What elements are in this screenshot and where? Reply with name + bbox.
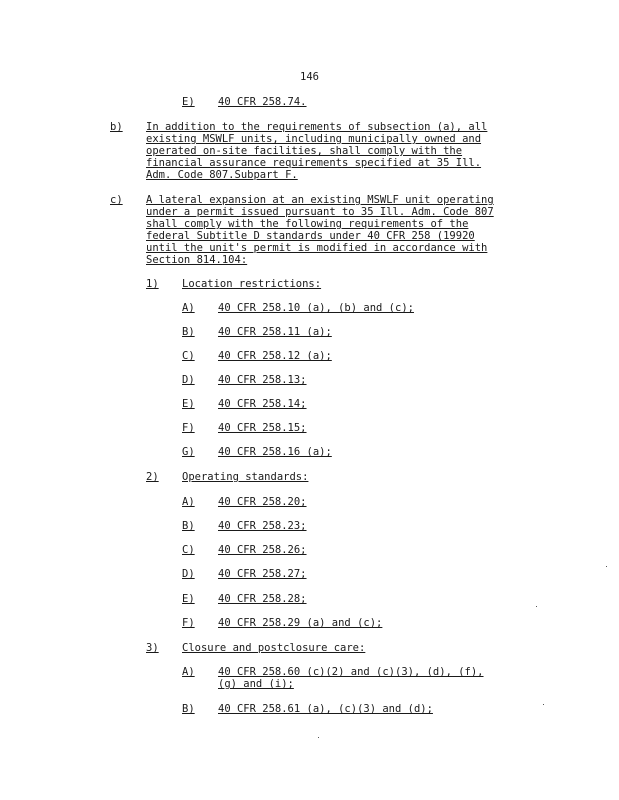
- item-label: B): [182, 326, 195, 338]
- item-text: 40 CFR 258.28;: [218, 593, 307, 605]
- item-text: 40 CFR 258.14;: [218, 398, 307, 410]
- item-text: 40 CFR 258.61 (a), (c)(3) and (d);: [218, 703, 433, 715]
- item-label: A): [182, 496, 195, 508]
- para-c-line: Section 814.104:: [146, 254, 248, 266]
- item-text: 40 CFR 258.15;: [218, 422, 307, 434]
- section-title: Operating standards:: [182, 471, 309, 483]
- item-label: B): [182, 703, 195, 715]
- item-text: 40 CFR 258.26;: [218, 544, 307, 556]
- para-b-line: operated on-site facilities, shall comply with the: [146, 145, 463, 157]
- scan-speck: [543, 704, 544, 705]
- scan-speck: [318, 737, 319, 738]
- item-text: 40 CFR 258.10 (a), (b) and (c);: [218, 302, 414, 314]
- item-text: 40 CFR 258.16 (a);: [218, 446, 332, 458]
- item-text: 40 CFR 258.11 (a);: [218, 326, 332, 338]
- item-text: 40 CFR 258.13;: [218, 374, 307, 386]
- section-title: Closure and postclosure care:: [182, 642, 366, 654]
- para-c-line: shall comply with the following requirements of the: [146, 218, 469, 230]
- item-label: A): [182, 302, 195, 314]
- para-b-line: financial assurance requirements specified at 35 Ill.: [146, 157, 482, 169]
- item-text: 40 CFR 258.60 (c)(2) and (c)(3), (d), (f),: [218, 666, 484, 678]
- item-label: C): [182, 350, 195, 362]
- item-text: 40 CFR 258.27;: [218, 568, 307, 580]
- item-text: 40 CFR 258.12 (a);: [218, 350, 332, 362]
- item-label: E): [182, 398, 195, 410]
- para-b-line: existing MSWLF units, including municipally owned and: [146, 133, 482, 145]
- item-text-cont: (g) and (i);: [218, 678, 294, 690]
- item-label: D): [182, 374, 195, 386]
- para-c-line: A lateral expansion at an existing MSWLF unit operating: [146, 194, 494, 206]
- para-b-label: b): [110, 121, 123, 133]
- item-label: C): [182, 544, 195, 556]
- para-c-label: c): [110, 194, 123, 206]
- top-item-text: 40 CFR 258.74.: [218, 96, 307, 108]
- para-c-line: federal Subtitle D standards under 40 CFR 258 (19920: [146, 230, 475, 242]
- item-label: G): [182, 446, 195, 458]
- top-item-label: E): [182, 96, 195, 108]
- section-title: Location restrictions:: [182, 278, 322, 290]
- para-b-line: In addition to the requirements of subsection (a), all: [146, 121, 488, 133]
- item-label: D): [182, 568, 195, 580]
- scan-speck: [536, 606, 537, 607]
- item-text: 40 CFR 258.20;: [218, 496, 307, 508]
- para-c-line: under a permit issued pursuant to 35 Ill. Adm. Code 807: [146, 206, 494, 218]
- item-label: E): [182, 593, 195, 605]
- item-text: 40 CFR 258.29 (a) and (c);: [218, 617, 383, 629]
- item-text: 40 CFR 258.23;: [218, 520, 307, 532]
- item-label: F): [182, 422, 195, 434]
- para-b-line: Adm. Code 807.Subpart F.: [146, 169, 298, 181]
- scan-speck: [606, 566, 607, 567]
- section-label: 1): [146, 278, 159, 290]
- item-label: A): [182, 666, 195, 678]
- section-label: 2): [146, 471, 159, 483]
- para-c-line: until the unit's permit is modified in accordance with: [146, 242, 488, 254]
- page-number: 146: [300, 71, 319, 83]
- item-label: F): [182, 617, 195, 629]
- item-label: B): [182, 520, 195, 532]
- section-label: 3): [146, 642, 159, 654]
